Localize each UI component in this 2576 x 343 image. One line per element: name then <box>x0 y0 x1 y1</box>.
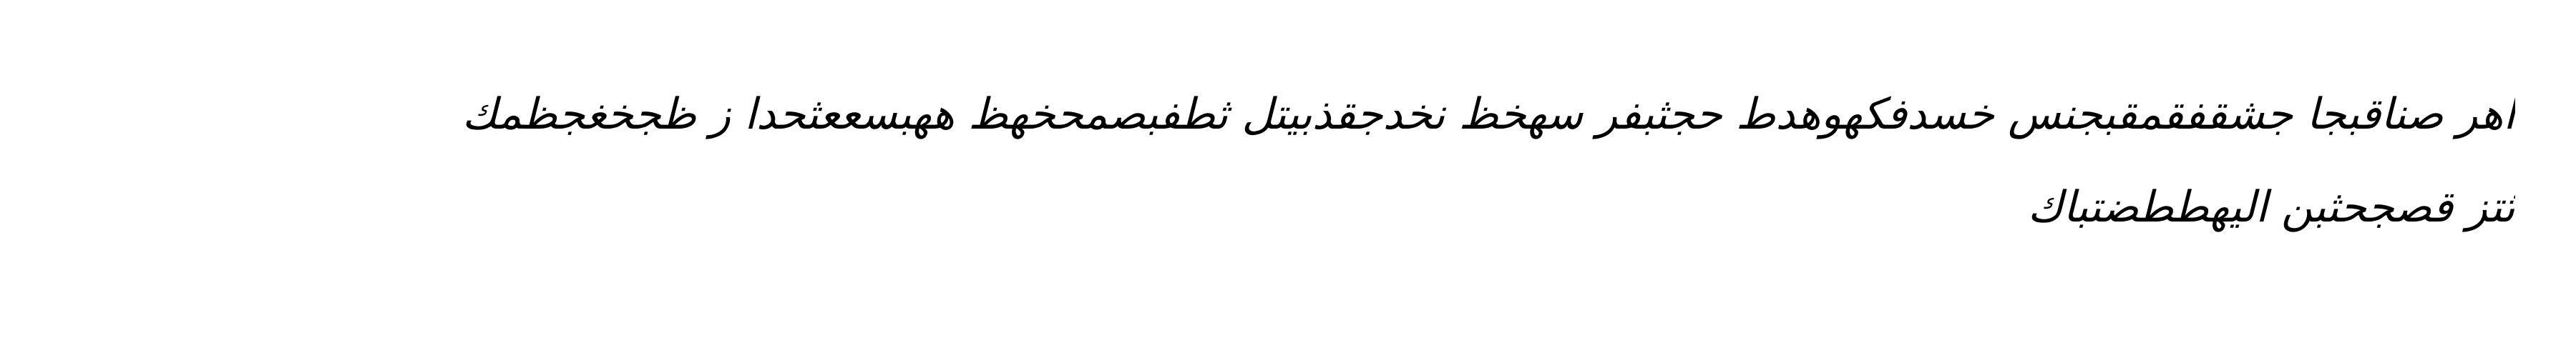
text-line-1: اهر صناقبجا جشقفقمقبجنس خسدفكهوهدط حجثبفر سهخظ نخدجقذبيتل ثطفبصمحخهظ ههبسععثحدا ز ظجخغجظمك <box>462 89 2515 139</box>
arabic-text-block <box>97 68 2515 254</box>
text-line-2: ثتز قصجحثبن اليهططضتباك <box>2027 182 2515 232</box>
